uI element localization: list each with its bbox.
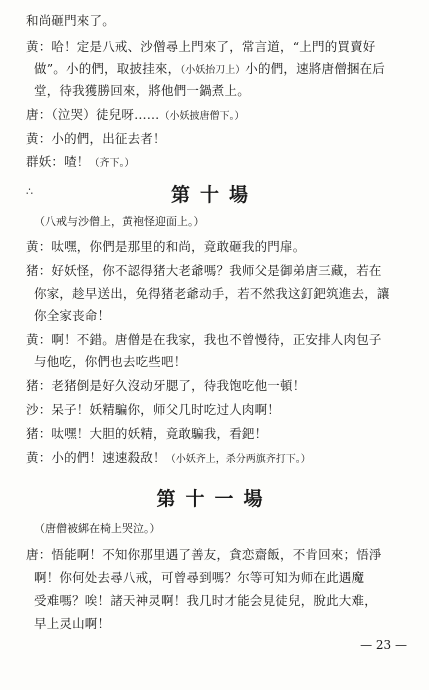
script-line: 黄：啊！不錯。唐僧是在我家，我也不曾慢待，正安排人肉包子 xyxy=(26,333,382,347)
script-line: 与他吃，你們也去吃些吧！ xyxy=(34,355,187,369)
script-line: 唐：悟能啊！不知你那里遇了善友，貪恋齋飯，不肯回來；悟淨 xyxy=(26,548,382,562)
stage-direction: （小妖抬刀上） xyxy=(180,65,246,76)
margin-mark: ∴ xyxy=(26,185,33,198)
script-line: 受难嗎？唉！諸天神灵啊！我几时才能会見徒兒，脫此大难， xyxy=(34,594,377,608)
script-line: 猪：呔嘿！大胆的妖精，竟敢騙我，看鈀！ xyxy=(26,427,268,441)
script-line: 堂，待我獲勝回來，將他們一鍋煮上。 xyxy=(34,84,250,98)
script-line: 啊！你何处去尋八戒，可曾尋到嗎？尔等可知为师在此遇魔 xyxy=(34,571,365,585)
script-line: 做”。小的們，取披挂來，（小妖抬刀上）小的們，速將唐僧捆在后 xyxy=(34,62,385,76)
script-line: 黄：哈！定是八戒、沙僧尋上門來了，常言道，“上門的買賣好 xyxy=(26,40,376,54)
page-number: — 23 — xyxy=(360,638,407,652)
scene-title: 第十一場 xyxy=(156,488,273,510)
scene-title: 第十場 xyxy=(170,184,258,206)
script-line: 黄：小的們！速速殺敌！（小妖齐上，杀分两旗齐打下。） xyxy=(26,451,311,465)
stage-direction: （齐下。） xyxy=(89,158,135,169)
script-line: 你家，趁早送出，免得猪老爺动手，若不然我这釘鈀筑進去，讓 xyxy=(34,287,390,301)
script-line: 猪：老猪倒是好久沒动牙腮了，待我饱吃他一頓！ xyxy=(26,379,306,393)
stage-direction: （小妖披唐僧下。） xyxy=(159,111,245,122)
script-line: 沙：呆子！妖精騙你，师父几时吃过人肉啊！ xyxy=(26,403,281,417)
stage-direction: （小妖齐上，杀分两旗齐打下。） xyxy=(165,454,311,465)
script-line: 早上灵山啊！ xyxy=(34,617,111,631)
script-line: 唐：（泣哭）徒兒呀……（小妖披唐僧下。） xyxy=(26,108,245,122)
script-line: 群妖：喳！（齐下。） xyxy=(26,155,135,169)
script-line: 你全家丧命！ xyxy=(34,309,111,323)
script-line: 黄：呔嘿，你們是那里的和尚，竟敢砸我的門扉。 xyxy=(26,240,306,254)
stage-direction: （八戒与沙僧上，黄袍怪迎面上。） xyxy=(34,215,205,228)
script-line: 和尚砸門來了。 xyxy=(26,14,115,28)
script-line: 黄：小的們，出征去者！ xyxy=(26,132,166,146)
script-line: 猪：好妖怪，你不認得猪大老爺嗎？我师父是御弟唐三藏，若在 xyxy=(26,264,382,278)
stage-direction: （唐僧被綁在椅上哭泣。） xyxy=(34,522,161,535)
